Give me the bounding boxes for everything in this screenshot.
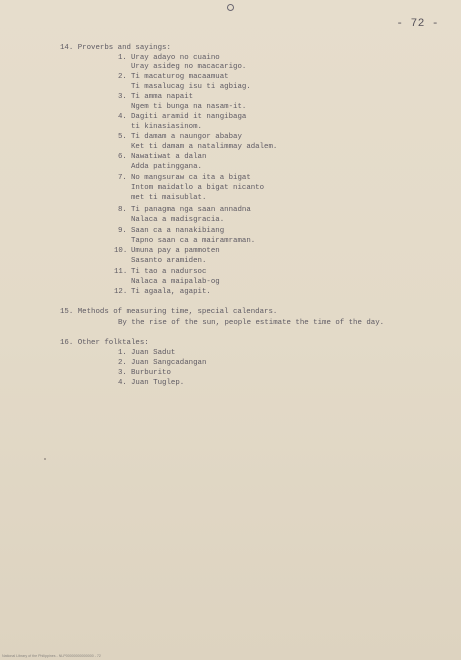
proverb-line: Sasanto aramiden. [131, 257, 207, 265]
proverb-line: ti kinasiasinom. [131, 123, 202, 131]
folktale-title: Juan Tuglep. [131, 379, 185, 387]
proverb-number: 4. [118, 113, 127, 121]
proverb-line: Ket ti damam a natalimmay adalem. [131, 143, 278, 151]
section-heading-calendars: 15. Methods of measuring time, special calendars. [60, 308, 278, 316]
proverb-number: 7. [118, 174, 127, 182]
proverb-line: Saan ca a nanakibiang [131, 227, 225, 235]
proverb-number: 9. [118, 227, 127, 235]
margin-speck [44, 458, 46, 460]
proverb-number: 11. [114, 268, 128, 276]
proverb-line: Nalaca a maipalab-og [131, 278, 220, 286]
punch-hole-mark [227, 4, 234, 11]
proverb-line: Ti damam a naungor ababay [131, 133, 242, 141]
section-heading-proverbs: 14. Proverbs and sayings: [60, 44, 171, 52]
footer-attribution: National Library of the Philippines - NLP00000000000000 - 72 [2, 654, 101, 658]
proverb-line: Uray adayo no cuaino [131, 54, 220, 62]
proverb-number: 1. [118, 54, 127, 62]
folktale-title: Juan Sadut [131, 349, 176, 357]
folktale-number: 4. [118, 379, 127, 387]
folktale-number: 2. [118, 359, 127, 367]
section-heading-folktales: 16. Other folktales: [60, 339, 149, 347]
proverb-line: Tapno saan ca a mairamraman. [131, 237, 256, 245]
proverb-number: 12. [114, 288, 128, 296]
folktale-title: Burburito [131, 369, 171, 377]
proverb-line: Ngem ti bunga na nasam-it. [131, 103, 247, 111]
proverb-number: 8. [118, 206, 127, 214]
proverb-line: Umuna pay a pammoten [131, 247, 220, 255]
proverb-line: Uray asideg no macacarigo. [131, 63, 247, 71]
folktale-number: 1. [118, 349, 127, 357]
page-number: - 72 - [396, 18, 439, 30]
proverb-number: 3. [118, 93, 127, 101]
proverb-line: No mangsuraw ca ita a bigat [131, 174, 251, 182]
proverb-line: Ti macaturog macaamuat [131, 73, 229, 81]
folktale-number: 3. [118, 369, 127, 377]
calendars-text: By the rise of the sun, people estimate the time of the day. [118, 319, 385, 327]
proverb-line: Ti amma napait [131, 93, 194, 101]
proverb-line: Ti panagma nga saan annadna [131, 206, 251, 214]
folktale-title: Juan Sangcadangan [131, 359, 207, 367]
proverb-line: Adda patinggana. [131, 163, 202, 171]
proverb-line: Ti agaala, agapit. [131, 288, 211, 296]
proverb-line: Ti tao a nadursoc [131, 268, 207, 276]
proverb-number: 10. [114, 247, 128, 255]
proverb-line: Ti masalucag isu ti agbiag. [131, 83, 251, 91]
proverb-number: 5. [118, 133, 127, 141]
proverb-number: 6. [118, 153, 127, 161]
proverb-number: 2. [118, 73, 127, 81]
proverb-line: Nalaca a madisgracia. [131, 216, 225, 224]
proverb-line: met ti maisublat. [131, 194, 207, 202]
proverb-line: Dagiti aramid it nangibaga [131, 113, 247, 121]
proverb-line: Nawatiwat a dalan [131, 153, 207, 161]
proverb-line: Intom maidatlo a bigat nicanto [131, 184, 265, 192]
